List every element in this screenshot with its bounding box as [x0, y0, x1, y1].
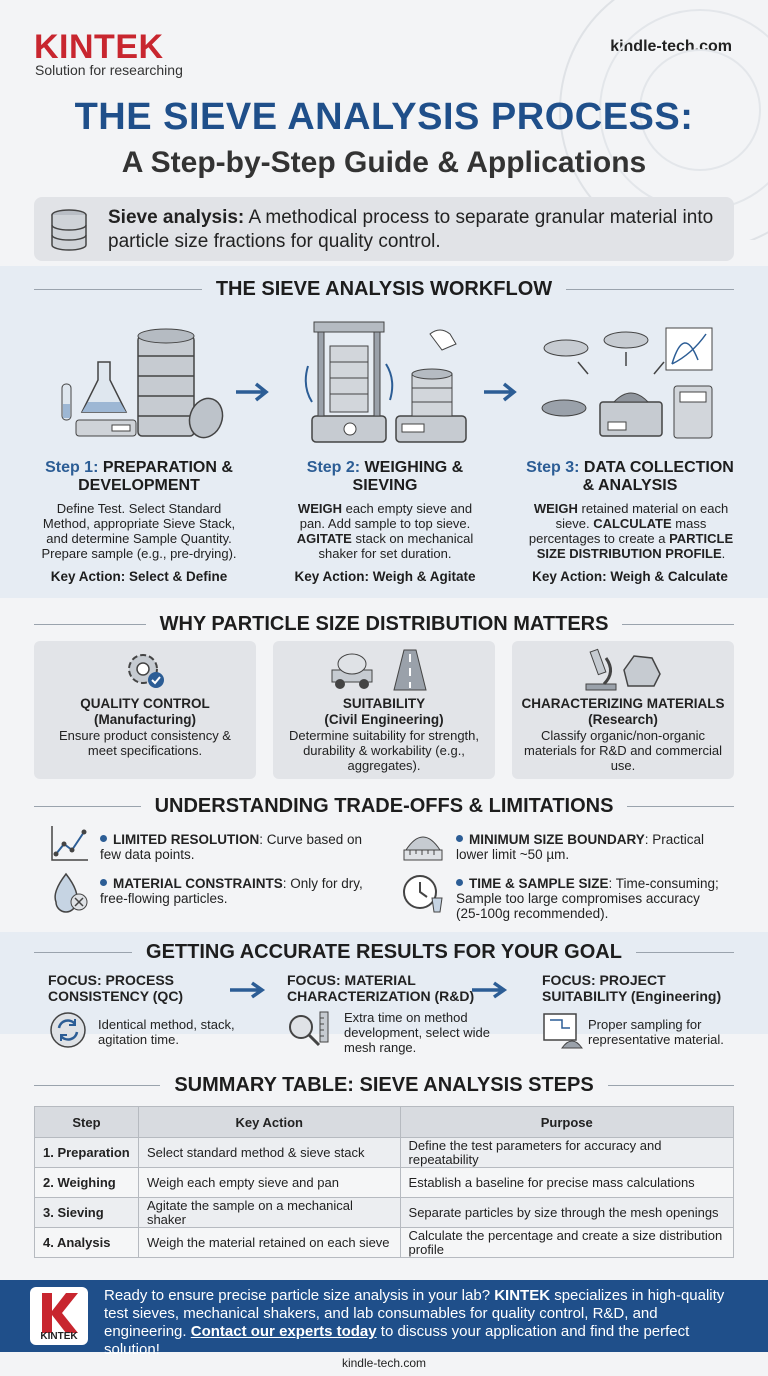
goals-heading — [34, 941, 734, 964]
microscope-rock-icon — [580, 646, 670, 692]
summary-table — [34, 1106, 734, 1258]
goal-engineering-title: FOCUS: PROJECT SUITABILITY (Engineering) — [542, 972, 722, 1004]
tradeoff-minimum-size: MINIMUM SIZE BOUNDARY: Practical lower limit ~50 µm. — [456, 832, 705, 862]
goal-rd-desc: Extra time on method development, select wide mesh range. — [344, 1010, 490, 1055]
sand-pile-ruler-icon — [400, 824, 446, 864]
line-chart-icon — [48, 824, 90, 864]
magnifier-ruler-icon — [286, 1010, 332, 1050]
intro-text — [108, 206, 728, 254]
column-header: Step — [35, 1107, 139, 1138]
page-subtitle: A Step-by-Step Guide & Applications — [121, 146, 647, 179]
step-1-description: Define Test. Select Standard Method, appropriate Sieve Stack, and determine Sample Quantity. Prepare sample (e.g., pre-drying). — [41, 501, 237, 561]
table-cell: Weigh each empty sieve and pan — [138, 1168, 400, 1198]
data-analysis-icon — [538, 322, 716, 446]
matters-heading — [34, 613, 734, 636]
table-cell: 1. Preparation — [35, 1138, 139, 1168]
step-3-description: WEIGH retained material on each sieve. CALCULATE mass percentages to create a PARTICLE SIZE DISTRIBUTION PROFILE. — [528, 501, 734, 561]
goal-qc-desc: Identical method, stack, agitation time. — [98, 1017, 235, 1047]
table-cell: 2. Weighing — [35, 1168, 139, 1198]
page-title: THE SIEVE ANALYSIS PROCESS: — [74, 96, 694, 138]
blueprint-pile-icon — [540, 1010, 584, 1050]
lab-glassware-sieve-icon — [58, 322, 228, 446]
card-characterizing-title: CHARACTERIZING MATERIALS (Research) — [521, 696, 725, 727]
goal-qc-title: FOCUS: PROCESS CONSISTENCY (QC) — [48, 972, 184, 1004]
goal-engineering-desc: Proper sampling for representative material. — [588, 1017, 724, 1047]
tradeoff-time-sample-size: TIME & SAMPLE SIZE: Time-consuming; Sample too large compromises accuracy (25-100g recommended). — [456, 876, 719, 921]
workflow-heading — [34, 278, 734, 301]
arrow-right-icon — [228, 980, 270, 1000]
goal-rd-title: FOCUS: MATERIAL CHARACTERIZATION (R&D) — [287, 972, 475, 1004]
table-row — [35, 1228, 734, 1258]
water-drop-no-icon — [48, 870, 92, 914]
logo-tagline: Solution for researching — [35, 62, 183, 78]
table-row — [35, 1198, 734, 1228]
sieve-stack-icon — [44, 206, 94, 254]
table-header-row — [35, 1107, 734, 1138]
table-row — [35, 1138, 734, 1168]
tradeoffs-heading — [34, 795, 734, 818]
refresh-cycle-icon — [48, 1010, 88, 1050]
table-cell: 3. Sieving — [35, 1198, 139, 1228]
table-cell: Select standard method & sieve stack — [138, 1138, 400, 1168]
table-cell: 4. Analysis — [35, 1228, 139, 1258]
column-header: Key Action — [138, 1107, 400, 1138]
workflow-heading-text: THE SIEVE ANALYSIS WORKFLOW — [215, 278, 553, 300]
card-suitability-title: SUITABILITY (Civil Engineering) — [324, 696, 444, 727]
card-quality-control-desc: Ensure product consistency & meet specifications. — [59, 728, 231, 758]
site-link-bottom[interactable]: kindle-tech.com — [341, 1356, 427, 1370]
gear-check-icon — [122, 648, 168, 692]
table-cell: Define the test parameters for accuracy and repeatability — [400, 1138, 733, 1168]
footer-text: Ready to ensure precise particle size analysis in your lab? KINTEK specializes in high-quality test sieves, mechanical shakers, and lab consumables for quality control, R&D, and engineering. Contact our experts today to discuss your application and find the perfect solution! — [104, 1287, 725, 1358]
mechanical-shaker-icon — [300, 316, 472, 446]
summary-heading — [34, 1074, 734, 1097]
step-2-title: Step 2: WEIGHING & SIEVING — [306, 459, 464, 494]
table-cell: Separate particles by size through the mesh openings — [400, 1198, 733, 1228]
kintek-logo[interactable]: KINTEK — [34, 28, 164, 66]
site-link-top[interactable]: kindle-tech.com — [610, 38, 732, 55]
table-cell: Establish a baseline for precise mass calculations — [400, 1168, 733, 1198]
summary-heading-text: SUMMARY TABLE: SIEVE ANALYSIS STEPS — [174, 1074, 594, 1096]
footer-kintek-logo[interactable] — [30, 1287, 88, 1345]
intro-term: Sieve analysis: — [108, 207, 245, 228]
footer-logo-text: KINTEK — [40, 1331, 78, 1342]
card-suitability-desc: Determine suitability for strength, durability & workability (e.g., aggregates). — [288, 728, 480, 773]
tradeoff-material-constraints: MATERIAL CONSTRAINTS: Only for dry, free-flowing particles. — [100, 876, 363, 906]
arrow-right-icon — [234, 380, 274, 404]
table-cell: Weigh the material retained on each sieve — [138, 1228, 400, 1258]
step-2-description: WEIGH each empty sieve and pan. Add sample to top sieve. AGITATE stack on mechanical shaker for set duration. — [296, 501, 474, 561]
table-cell: Agitate the sample on a mechanical shaker — [138, 1198, 400, 1228]
step-1-key-action: Key Action: Select & Define — [50, 569, 228, 584]
tradeoff-limited-resolution: LIMITED RESOLUTION: Curve based on few data points. — [100, 832, 363, 862]
card-quality-control-title: QUALITY CONTROL (Manufacturing) — [80, 696, 210, 727]
step-3-key-action: Key Action: Weigh & Calculate — [532, 569, 728, 584]
arrow-right-icon — [482, 380, 522, 404]
step-1-title: Step 1: PREPARATION & DEVELOPMENT — [45, 459, 233, 494]
card-characterizing-desc: Classify organic/non-organic materials for R&D and commercial use. — [524, 728, 722, 773]
clock-cup-icon — [400, 870, 446, 914]
contact-experts-link[interactable]: Contact our experts today — [190, 1323, 377, 1340]
intro-definition: A methodical process to separate granular material into particle size fractions for quality control. — [108, 207, 714, 252]
arrow-right-icon — [470, 980, 512, 1000]
goals-heading-text: GETTING ACCURATE RESULTS FOR YOUR GOAL — [146, 941, 622, 963]
step-3-title: Step 3: DATA COLLECTION & ANALYSIS — [526, 459, 734, 494]
matters-heading-text: WHY PARTICLE SIZE DISTRIBUTION MATTERS — [159, 613, 609, 635]
table-cell: Calculate the percentage and create a size distribution profile — [400, 1228, 733, 1258]
mixer-road-icon — [328, 646, 438, 692]
step-2-key-action: Key Action: Weigh & Agitate — [294, 569, 476, 584]
table-row — [35, 1168, 734, 1198]
tradeoffs-heading-text: UNDERSTANDING TRADE-OFFS & LIMITATIONS — [154, 795, 614, 817]
column-header: Purpose — [400, 1107, 733, 1138]
